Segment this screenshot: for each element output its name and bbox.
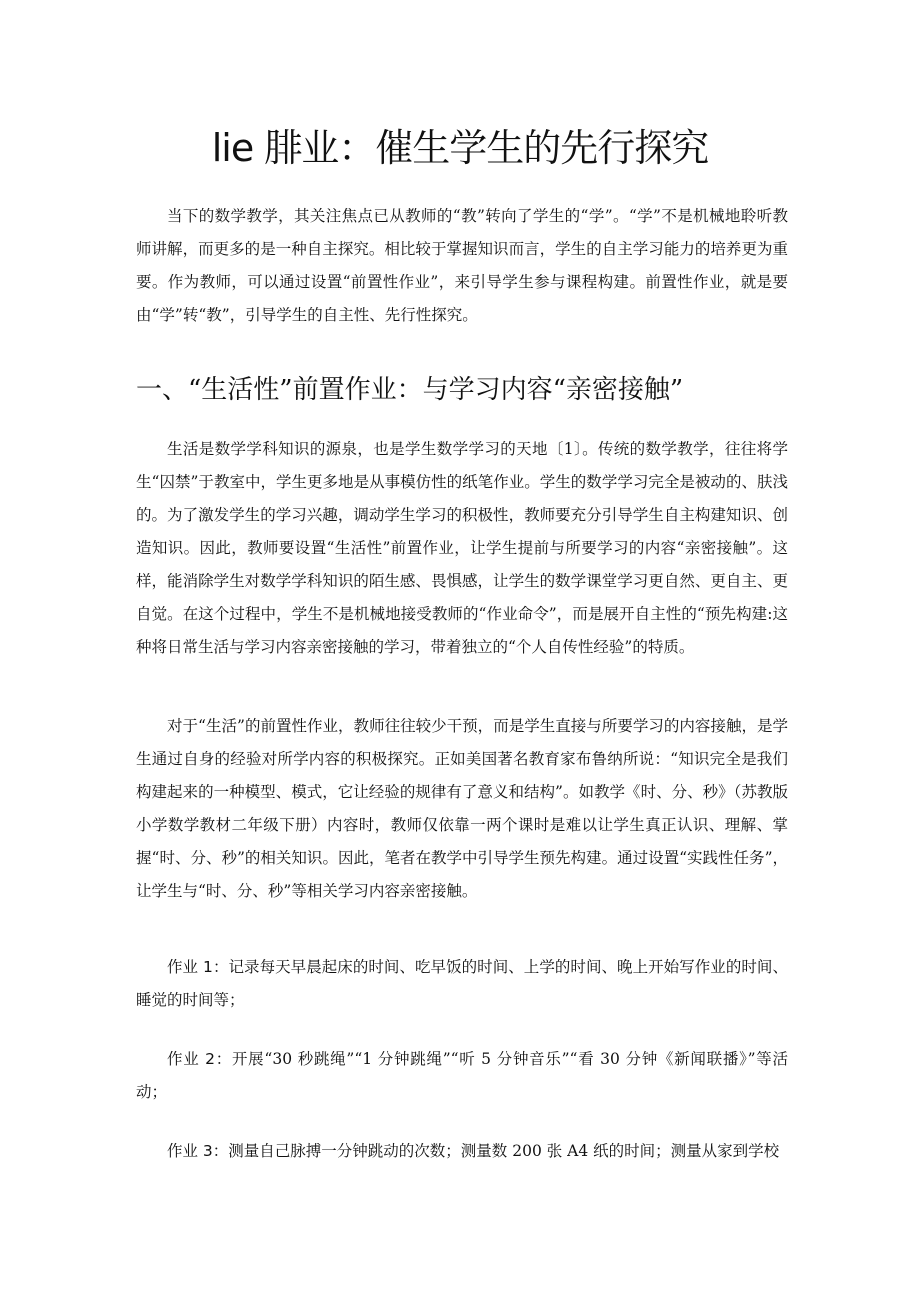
homework-item-2 <box>136 1043 788 1109</box>
homework-text: 开展“30 秒跳绳”“1 分钟跳绳”“听 5 分钟音乐”“看 30 分钟《新闻联播》”等活动； <box>136 1050 788 1101</box>
homework-text: 记录每天早晨起床的时间、吃早饭的时间、上学的时间、晚上开始写作业的时间、睡觉的时间等； <box>136 958 788 1009</box>
section-paragraph-1: 生活是数学学科知识的源泉，也是学生数学学习的天地〔1〕。传统的数学教学，往往将学生“囚禁”于教室中，学生更多地是从事模仿性的纸笔作业。学生的数学学习完全是被动的、肤浅的。为了激发学生的学习兴趣，调动学生学习的积极性，教师要充分引导学生自主构建知识、创造知识。因此，教师要设置“生活性”前置作业，让学生提前与所要学习的内容“亲密接触”。这样，能消除学生对数学学科知识的陌生感、畏惧感，让学生的数学课堂学习更自然、更自主、更自觉。在这个过程中，学生不是机械地接受教师的“作业命令”，而是展开自主性的“预先构建:这种将日常生活与学习内容亲密接触的学习，带着独立的“个人自传性经验”的特质。 <box>136 440 788 656</box>
homework-text: 测量自己脉搏一分钟跳动的次数；测量数 200 张 A4 纸的时间；测量从家到学校 <box>228 1142 780 1160</box>
homework-label: 作业 2： <box>167 1050 232 1068</box>
homework-label: 作业 3： <box>167 1142 229 1160</box>
section-heading: 一、“生活性”前置作业：与学习内容“亲密接触” <box>136 375 684 405</box>
homework-item-3 <box>136 1135 788 1168</box>
homework-item-1 <box>136 951 788 1017</box>
homework-label: 作业 1： <box>167 958 229 976</box>
section-paragraph-2: 对于“生活”的前置性作业，教师往往较少干预，而是学生直接与所要学习的内容接触，是学生通过自身的经验对所学内容的积极探究。正如美国著名教育家布鲁纳所说：“知识完全是我们构建起来的一种模型、模式，它让经验的规律有了意义和结构”。如教学《时、分、秒》（苏教版小学数学教材二年级下册）内容时，教师仅依靠一两个课时是难以让学生真正认识、理解、掌握“时、分、秒”的相关知识。因此，笔者在教学中引导学生预先构建。通过设置“实践性任务”，让学生与“时、分、秒”等相关学习内容亲密接触。 <box>136 717 788 900</box>
document-title: lie 腓业：催生学生的先行探究 <box>211 126 709 170</box>
intro-paragraph: 当下的数学教学，其关注焦点已从教师的“教”转向了学生的“学”。“学”不是机械地聆听教师讲解，而更多的是一种自主探究。相比较于掌握知识而言，学生的自主学习能力的培养更为重要。作为教师，可以通过设置“前置性作业”，来引导学生参与课程构建。前置性作业，就是要由“学”转“教”，引导学生的自主性、先行性探究。 <box>136 207 788 324</box>
